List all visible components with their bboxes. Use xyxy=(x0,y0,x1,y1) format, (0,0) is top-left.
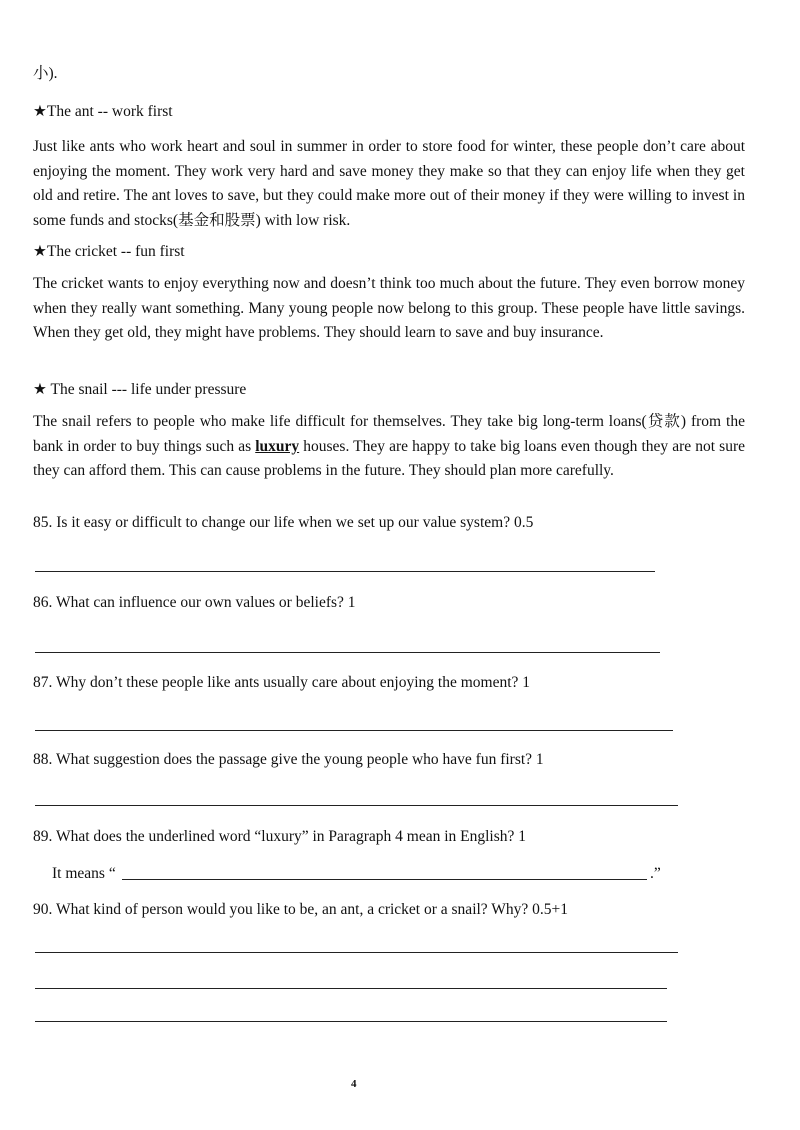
answer-line-89[interactable] xyxy=(122,879,647,880)
question-89: 89. What does the underlined word “luxury” in Paragraph 4 mean in English? 1 xyxy=(33,828,527,845)
underlined-word-luxury: luxury xyxy=(255,437,300,455)
page-number: 4 xyxy=(351,1078,357,1090)
q89-answer-suffix: .” xyxy=(650,865,661,882)
question-87: 87. Why don’t these people like ants usually care about enjoying the moment? 1 xyxy=(33,674,531,691)
question-86: 86. What can influence our own values or beliefs? 1 xyxy=(33,594,356,611)
answer-line-87[interactable] xyxy=(35,730,673,731)
question-85: 85. Is it easy or difficult to change our life when we set up our value system? 0.5 xyxy=(33,514,534,531)
question-88: 88. What suggestion does the passage give the young people who have fun first? 1 xyxy=(33,751,544,768)
snail-paragraph-end: houses. They are happy to take big loans even though they are not sure they can afford them. This can cause problems in the future. They should plan more carefully. xyxy=(33,437,745,479)
answer-line-85[interactable] xyxy=(35,571,655,572)
section-heading-ant: ★The ant -- work first xyxy=(33,103,173,120)
section-paragraph-snail xyxy=(33,410,745,484)
answer-line-90-2[interactable] xyxy=(35,988,667,989)
snail-paragraph-start: The snail refers to people who make life difficult for themselves. They take big long-term loans(贷款) from the bank in order to buy things such as xyxy=(33,413,745,455)
section-heading-cricket: ★The cricket -- fun first xyxy=(33,243,185,260)
question-90: 90. What kind of person would you like to be, an ant, a cricket or a snail? Why? 0.5+1 xyxy=(33,901,569,918)
answer-line-88[interactable] xyxy=(35,805,678,806)
q89-answer-prefix: It means “ xyxy=(52,865,116,882)
page-top-fragment: 小). xyxy=(33,65,58,82)
section-paragraph-ant: Just like ants who work heart and soul in summer in order to store food for winter, these people don’t care about enjoying the moment. They work very hard and save money they make so that they can enjoy life when they get old and retire. The ant loves to save, but they could make more out of their money if they were willing to invest in some funds and stocks(基金和股票) with low risk. xyxy=(33,138,745,229)
section-heading-snail: ★ The snail --- life under pressure xyxy=(33,381,247,398)
answer-line-90-1[interactable] xyxy=(35,952,678,953)
answer-line-86[interactable] xyxy=(35,652,660,653)
answer-line-90-3[interactable] xyxy=(35,1021,667,1022)
section-paragraph-cricket: The cricket wants to enjoy everything now and doesn’t think too much about the future. They even borrow money when they really want something. Many young people now belong to this group. These people have little savings. When they get old, they might have problems. They should learn to save and buy insurance. xyxy=(33,275,745,341)
